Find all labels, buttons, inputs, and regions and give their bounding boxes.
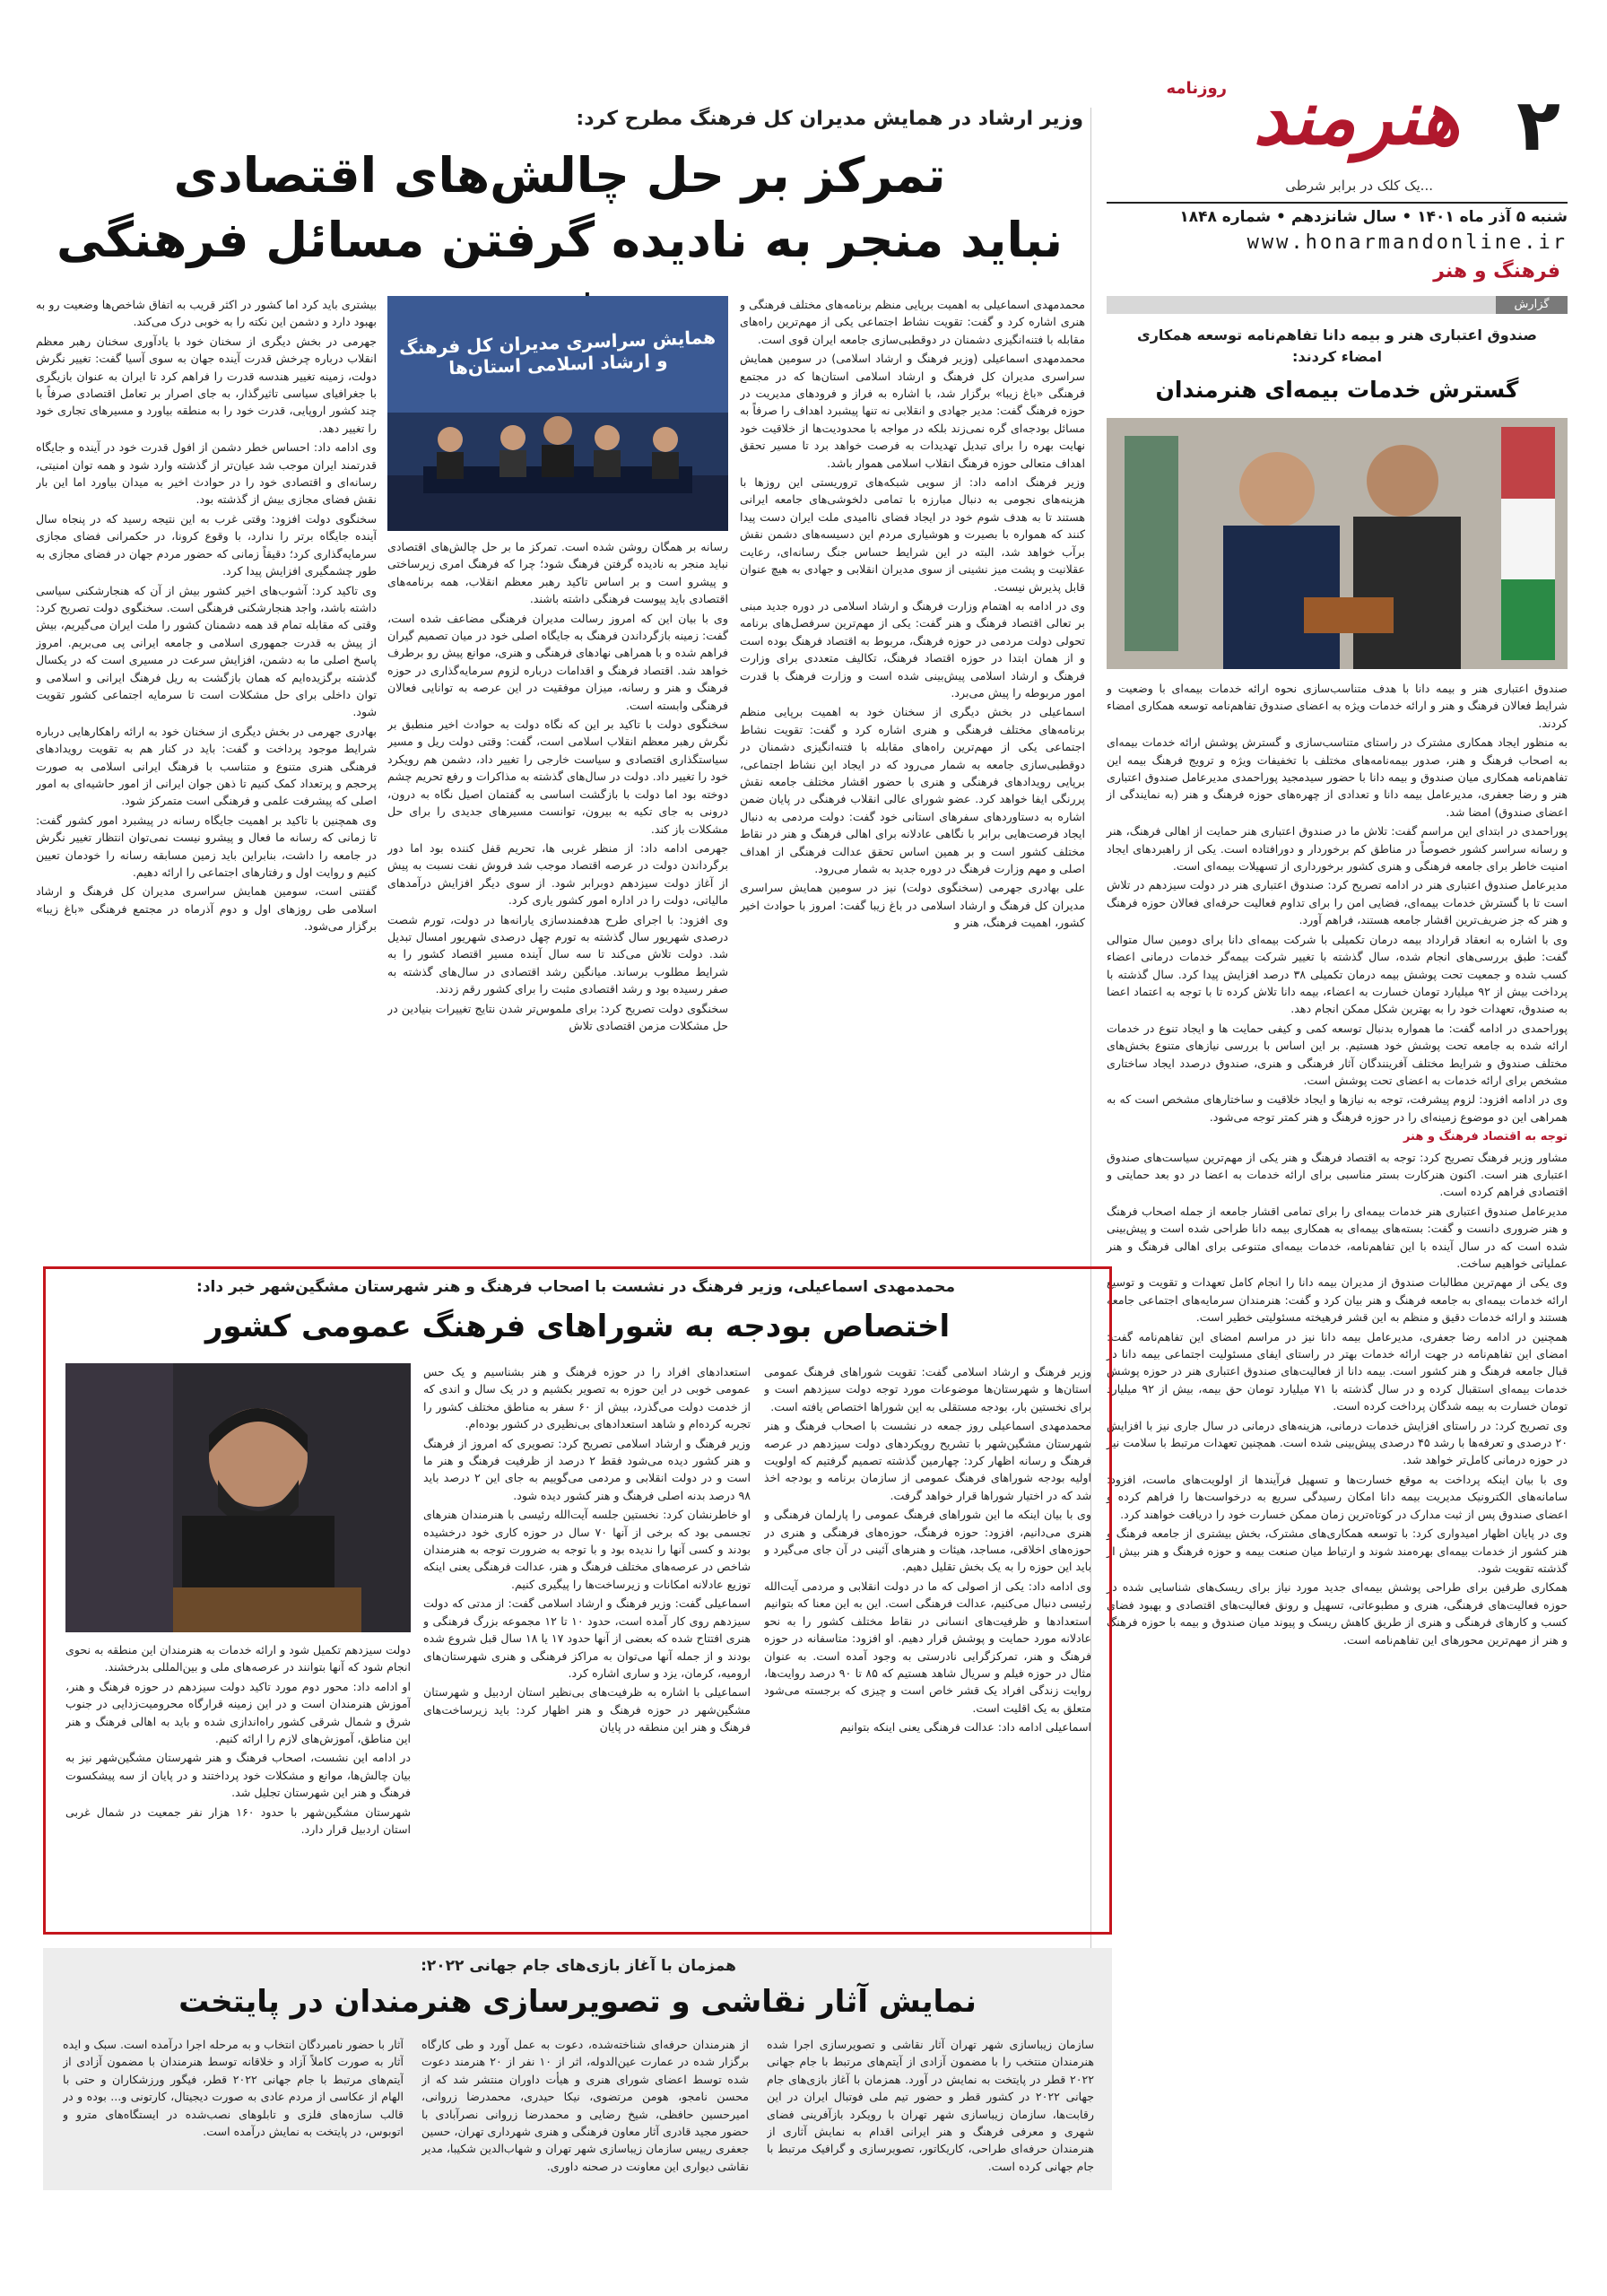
signing-ceremony-photo — [1107, 418, 1568, 669]
box-story — [43, 1266, 1112, 1935]
box-photo — [65, 1363, 411, 1632]
lead-paragraph: وی افزود: با اجرای طرح هدفمندسازی یارانه‌ها در دولت، تورم شصت درصدی شهریور سال گذشته به تورم چهل درصدی شهریور امسال تبدیل شد. دولت تلاش می‌کند تا سه سال آینده مسیر اقتصاد کشور را به شرایط مطلوب برساند. میانگین رشد اقتصادی در سال‌های گذشته به صفر رسیده بود و رشد اقتصادی مثبت را برای کشور رقم زدند. — [387, 912, 728, 996]
sidebar-paragraph: وی با بیان اینکه پرداخت به موقع خسارت‌ها و تسهیل فرآیندها از اولویت‌های ماست، افزود: سامانه‌های الکترونیک مدیریت بیمه دانا امکان رسیدگی سریع به درخواست‌ها را فراهم کرده و اعضای صندوق پس از ثبت مدارک در کوتاه‌ترین زمان ممکن خسارت خود را دریافت خواهند کرد. — [1107, 1472, 1568, 1521]
lead-column-3 — [36, 296, 377, 1247]
lead-paragraph: جهرمی در بخش دیگری از سخنان خود با یادآوری سخنان رهبر معظم انقلاب درباره چرخش قدرت آینده جهان به سوی آسیا گفت: تغییر نگرش دولت، زمینه تغییر هندسه قدرت را فراهم کرد تا ایران به عنوان بازیگری با جغرافیای سیاسی تاثیرگذار، به جای اصرار بر تعامل اقتصادی صرفاً با چند کشور اروپایی، قدرت خود را به منطقه بیاورد و مسیرهای تجاری خود را تغییر دهد. — [36, 334, 377, 435]
box-paragraph: دولت سیزدهم تکمیل شود و ارائه خدمات به هنرمندان این منطقه به نحوی انجام شود که آنها بتوانند در عرصه‌های ملی و بین‌المللی بدرخشند. — [65, 1643, 411, 1674]
box-paragraph: وزیر فرهنگ و ارشاد اسلامی تصریح کرد: تصویری که امروز از فرهنگ و هنر کشور دیده می‌شود فقط ۲ درصد از ظرفیت فرهنگ و هنر ما است و در دولت انقلابی و مردمی می‌گوییم به جای این ۲ درصد باید ۹۸ درصد بدنه اصلی فرهنگ و هنر کشور دیده شود. — [423, 1436, 751, 1502]
bottom-column-3: آثار با حضور نامبردگان انتخاب و به مرحله اجرا درآمده است. سبک و ایده آثار به صورت کاملاً آزاد و خلاقانه توسط هنرمندان با مضمون آزادی از آیتم‌های مرتبط با جام جهانی ۲۰۲۲ قطر، فیگور ورزشکاران و حتی با الهام از عکاسی از مردم عادی به صورت دیجیتال، کارتونی و... بوده و در قالب سازه‌های فلزی و تابلوهای نصب‌شده در ایستگاه‌های مترو و اتوبوس، در پایتخت به نمایش درآمده است. — [63, 2038, 404, 2139]
lead-kicker: وزیر ارشاد در همایش مدیران کل فرهنگ مطرح کرد: — [576, 108, 1083, 130]
sidebar-paragraph: وی یکی از مهم‌ترین مطالبات صندوق از مدیران بیمه دانا را انجام کامل تعهدات و تقویت و توسیع ارائه خدمات بیمه‌ای به جامعه فرهنگ و هنر بیان کرد و گفت: هنرمندان سرمایه‌های اجتماعی جامعه هستند و ارائه خدمات دقیق و منظم به این قشر فرهیخته مسئولیتی خطیر است. — [1107, 1275, 1568, 1325]
bottom-column-1: سازمان زیباسازی شهر تهران آثار نقاشی و تصویرسازی اجرا شده هنرمندان منتخب را با مضمون آزادی از آیتم‌های مرتبط با جام جهانی ۲۰۲۲ قطر در پایتخت به نمایش در آورد. همزمان با آغاز بازی‌های جام جهانی ۲۰۲۲ در کشور قطر و حضور تیم ملی فوتبال ایران در این رقابت‌ها، سازمان زیباسازی شهر تهران با رویکرد بازآفرینی فضای شهری و معرفی فرهنگ و هنر ایرانی اقدام به نمایش آثاری از هنرمندان حرفه‌ای طراحی، کاریکاتور، تصویرسازی و گرافیک مرتبط با جام جهانی کرده است. — [767, 2038, 1094, 2173]
box-paragraph: او خاطرنشان کرد: نخستین جلسه آیت‌الله رئیسی با هنرمندان هنرهای تجسمی بود که برخی از آنها ۷۰ سال در حوزه کاری خود درخشیده بودند و کسی آنها را ندیده بود و با توجه به ضرورت توجه به هنرمندان شاخص در عرصه‌های مختلف فرهنگ و هنر، عدالت فرهنگی یعنی اینکه توزیع عادلانه امکانات و زیرساخت‌ها را پیگیری کنیم. — [423, 1508, 751, 1591]
masthead — [1107, 72, 1568, 296]
sidebar-paragraph: مدیرعامل صندوق اعتباری هنر خدمات بیمه‌ای را برای تمامی اقشار جامعه از جمله اصحاب فرهنگ و هنر ضروری دانست و گفت: بسته‌های بیمه‌ای به همکاری بیمه دانا طراحی شده است و پیش‌بینی شده است که در سال آینده با این تفاهم‌نامه، خدمات بیمه‌ای متنوعی برای اهالی فرهنگ و هنر عملیاتی خواهیم ساخت. — [1107, 1204, 1568, 1270]
lead-paragraph: سخنگوی دولت با تاکید بر این که نگاه دولت به حوادث اخیر منطبق بر نگرش رهبر معظم انقلاب اسلامی است، گفت: وقتی دولت ریل و مسیر سیاستگذاری اقتصادی و سیاست خارجی را تغییر داد، دشمن هم رویکرد خود را تغییر داد. دولت در سال‌های گذشته به مذاکرات و رفع تحریم چشم دوخته بود اما دولت با بازگشت اساسی به گفتمان اصیل نگاه به درون، درونی به جای تکیه به بیرون، توانست مسیرهای جدیدی را برای حل مشکلات باز کند. — [387, 718, 728, 836]
lead-paragraph: محمدمهدی اسماعیلی به اهمیت برپایی منظم برنامه‌های مختلف فرهنگی و هنری اشاره کرد و گفت: تقویت نشاط اجتماعی یکی از مهم‌ترین راه‌های مقابله با فتنه‌انگیزی دشمنان در دوقطبی‌سازی جامعه ایران قوی است. — [740, 298, 1085, 346]
logo: هنرمند — [1253, 73, 1460, 161]
box-headline: اختصاص بودجه به شوراهای فرهنگ عمومی کشور — [204, 1309, 951, 1344]
sidebar-subhead: توجه به اقتصاد فرهنگ و هنر — [1403, 1130, 1568, 1144]
lead-photo — [387, 296, 728, 531]
lead-paragraph: گفتنی است، سومین همایش سراسری مدیران کل فرهنگ و ارشاد اسلامی طی روزهای اول و دوم آذرماه در مجتمع فرهنگی «باغ زیبا» برگزار می‌شود. — [36, 884, 377, 934]
lead-paragraph: سخنگوی دولت تصریح کرد: برای ملموس‌تر شدن نتایج تغییرات بنیادین در حل مشکلات مزمن اقتصادی تلاش — [387, 1001, 728, 1032]
box-column-2 — [423, 1363, 751, 1924]
lead-paragraph: وی در ادامه به اهتمام وزارت فرهنگ و ارشاد اسلامی در دوره جدید مبنی بر تعالی اقتصاد فرهنگ و هنر گفت: یکی از مهم‌ترین سرفصل‌های برنامه تحولی دولت مردمی در حوزه فرهنگ، مربوط به اقتصاد فرهنگ بوده است و از همان ابتدا در حوزه اقتصاد فرهنگ، تکالیف متعددی برای وزارت فرهنگ و ارشاد اسلامی پیش‌بینی شده است و وزارت فرهنگ با قدرت امور مربوطه را پیش می‌برد. — [740, 598, 1085, 700]
box-paragraph: اسماعیلی ادامه داد: عدالت فرهنگی یعنی اینکه بتوانیم — [839, 1720, 1091, 1735]
sidebar-paragraph: پوراحمدی در ادامه گفت: ما همواره بدنبال توسعه کمی و کیفی حمایت ها و ایجاد تنوع در خدمات ارائه شده به جامعه تحت پوشش خود هستیم. بر این اساس با بررسی نیازهای متنوع بخش‌های مختلف صندوق و شرایط مختلف آفرینندگان آثار فرهنگی و هنری، صندوق درصدد ایجاد ساختاری مشخص برای ارائه خدمات به اعضای تحت پوشش است. — [1107, 1021, 1568, 1087]
sidebar-body — [1107, 680, 1568, 1650]
box-paragraph: وی ادامه داد: یکی از اصولی که ما در دولت انقلابی و مردمی آیت‌الله رئیسی دنبال می‌کنیم، عدالت فرهنگی است. این به این معنا که بتوانیم استعدادها و ظرفیت‌های انسانی در نقاط مختلف کشور را به نحو عادلانه مورد حمایت و پوشش قرار دهیم. او افزود: متاسفانه در حوزه فرهنگ و هنر، تمرکزگرایی نادرستی به وجود آمده است. به عنوان مثال در حوزه فیلم و سریال شاهد هستیم که ۸۵ تا ۹۰ درصد روایت‌ها، روایت زندگی افراد یک قشر خاص است و چیزی که برجسته می‌شود متعلق به یک اقلیت است. — [764, 1578, 1091, 1715]
sidebar-paragraph: همکاری طرفین برای طراحی پوشش بیمه‌ای جدید مورد نیاز برای ریسک‌های شناسایی شده در حوزه فعالیت‌های فرهنگی، هنری و مطبوعاتی، تسهیل و رونق فعالیت‌های اقتصادی و بهبود فضای کسب و کار‌های فرهنگی و هنری از طریق کاهش ریسک و پیوند میان صندوق و بیمه با حوزه فرهنگ و هنر از مهم‌ترین محورهای این تفاهم‌نامه است. — [1107, 1580, 1568, 1647]
sidebar-paragraph: وی با اشاره به انعقاد قرارداد بیمه درمان تکمیلی با شرکت بیمه‌ای دانا برای دومین سال متوالی گفت: طبق بررسی‌های انجام شده، سال گذشته با تغییر شرکت بیمه‌گر خدمات درمانی اعضاء کسب شده و جمعیت تحت پوشش بیمه درمان تکمیلی ۳۸ درصد افزایش پیدا کرد. سال گذشته با پرداخت بیش از ۹۲ میلیارد تومان خسارت به اعضاء، بیمه دانا تلاش کرده تا با توجه به اعتماد اعضا به صندوق، تعهدات خود را به بهترین شکل ممکن انجام دهد. — [1107, 932, 1568, 1016]
sidebar-paragraph: صندوق اعتباری هنر و بیمه دانا با هدف متناسب‌سازی نحوه ارائه خدمات بیمه‌ای با وضعیت و شرایط فعالان فرهنگ و هنر و ارائه خدمات ویژه به اعضای صندوق تفاهم‌نامه توسعه همکاری امضاء کردند. — [1107, 682, 1568, 730]
report-tag: گزارش — [1496, 296, 1568, 314]
bottom-story — [43, 1948, 1112, 2190]
box-paragraph: اسماعیلی با اشاره به ظرفیت‌های بی‌نظیر استان اردبیل و شهرستان مشگین‌شهر در حوزه فرهنگ و هنر اظهار کرد: باید زیرساخت‌های فرهنگ و هنر این منطقه در پایان — [423, 1685, 751, 1735]
lead-paragraph: وی ادامه داد: احساس خطر دشمن از افول قدرت خود در آینده و جایگاه قدرتمند ایران موجب شد عیان‌تر از گذشته وارد شود و همه توان امنیتی، رسانه‌ای و اقتصادی خود را در حوادث اخیر به میدان بیاورد اما این بار نقش فضای مجازی بیش از گذشته بود. — [36, 440, 377, 507]
lead-headline-line2: نباید منجر به نادیده گرفتن مسائل فرهنگی — [56, 212, 1064, 268]
lead-paragraph: جهرمی ادامه داد: از منظر غربی ها، تحریم قفل کننده بود اما دور برگرداندن دولت در عرصه اقتصاد موجب شد فروش نفت نسبت به پیش از آغاز دولت سیزدهم دوبرابر شود. از سوی دیگر افزایش درآمدهای مالیاتی، دولت را در اداره امور کشور یاری کرد. — [387, 840, 728, 908]
sidebar-paragraph: وی تصریح کرد: در راستای افزایش خدمات درمانی، هزینه‌های درمانی در سال جاری نیز با افزایش ۲۰ درصدی و تعرفه‌ها با رشد ۴۵ درصدی پیش‌بینی شده است. همچنین تعهدات مرتبط با سلامت نیز در حوزه درمانی کامل‌تر خواهد شد. — [1107, 1418, 1568, 1467]
box-paragraph: وی با بیان اینکه ما این شوراهای فرهنگ عمومی را پارلمان فرهنگی و هنری می‌دانیم، افزود: حوزه فرهنگ، حوزه‌های فرهنگی و هنری در حوزه‌های اخلاقی، مساجد، هیئات و هنرهای آئینی در آن جای می‌گیرد و باید این حوزه را به یک بخش تقلیل دهیم. — [764, 1508, 1091, 1574]
lead-paragraph: رسانه بر همگان روشن شده است. تمرکز ما بر حل چالش‌های اقتصادی نباید منجر به نادیده گرفتن فرهنگ شود؛ چرا که فرهنگ امری زیرساختی و پیشرو است و بر اساس تاکید رهبر معظم انقلاب، همه برنامه‌های اقتصادی باید پیوست فرهنگی داشته باشند. — [387, 540, 728, 606]
box-paragraph: او ادامه داد: محور دوم مورد تاکید دولت سیزدهم در حوزه فرهنگ و هنر، آموزش هنرمندان است و در این زمینه قرارگاه محرومیت‌زدایی در جنوب شرق و شمال شرقی کشور راه‌اندازی شده و باید به اهالی فرهنگ و هنر این مناطق، آموزش‌های لازم را ارائه کنیم. — [65, 1679, 411, 1746]
lead-header — [36, 108, 1083, 323]
box-paragraph: شهرستان مشگین‌شهر با حدود ۱۶۰ هزار نفر جمعیت در شمال غربی استان اردبیل قرار دارد. — [65, 1805, 411, 1837]
sidebar-paragraph: وی در ادامه افزود: لزوم پیشرفت، توجه به نیاز‌ها و ایجاد خلاقیت و ساختارهای مشخص است که به همراهی این دو موضوع زمینه‌ای را در حوزه فرهنگ و هنر کمتر توجه می‌شود. — [1107, 1092, 1568, 1124]
lead-paragraph: وزیر فرهنگ ادامه داد: از سویی شبکه‌های تروریستی این روزها با هزینه‌های نجومی به دنبال مبارزه با تمامی دلخوشی‌های جامعه ایرانی هستند تا به هدف شوم خود در ایجاد فضای ناامیدی ملت ایران دست پیدا کنند که همواره با بصیرت و هوشیاری مردم این دسیسه‌های دشمن نقش برآب خواهد شد، البته در این شرایط حساس جنگ رسانه‌ای، رعایت عقلانیت و پشت میز نشینی از سوی مدیران انقلابی و جهادی به هیچ عنوان قابل پذیرش نیست. — [740, 475, 1085, 594]
bottom-column-2: از هنرمندان حرفه‌ای شناخته‌شده، دعوت به عمل آورد و طی کارگاه برگزار شده در عمارت عین‌الدوله، اثر از ۱۰ نفر از ۲۰ هنرمند دعوت شده توسط اعضای شورای هنری و هیأت داوران منتشر شد که از محسن نامجو، هومن مرتضوی، نیکا حیدری، محمدرضا زروانی، امیرحسین حافظی، شیخ رضایی و محمدرضا زروانی نصرآبادی با حضور مجید قادری آثار معاون فرهنگی و هنری شهرداری تهران، حسین جعفری رییس سازمان زیباسازی شهر تهران و شهاب‌الدین شکیبا، مدیر نقاشی دیواری این معاونت در صحنه داوری. — [421, 2038, 749, 2173]
sidebar-headline: گسترش خدمات بیمه‌ای هنرمندان — [1155, 377, 1519, 403]
lead-paragraph: وی با بیان این که امروز رسالت مدیران فرهنگی مضاعف شده است، گفت: زمینه بازگرداندن فرهنگ به جایگاه اصلی خود در میان تصمیم گیران فراهم شده و با همراهی نهادهای فرهنگی و هنری، موانع پیش رو برطرف خواهد شد. اقتصاد فرهنگ و اقدامات درباره لزوم سرمایه‌گذاری در حوزه فرهنگ و هنر و رسانه، میزان موفقیت در این عرصه به توانایی فعالان فرهنگی وابسته است. — [387, 611, 728, 712]
box-column-3 — [65, 1641, 411, 1924]
photo-banner-text: همایش سراسری مدیران کل فرهنگ و ارشاد اسلامی استان‌ها — [398, 326, 717, 379]
lead-column-2 — [387, 538, 728, 1247]
box-paragraph: محمدمهدی اسماعیلی روز جمعه در نشست با اصحاب فرهنگ و هنر شهرستان مشگین‌شهر با تشریح رویکردهای دولت سیزدهم در عرصه فرهنگ و رسانه اظهار کرد: چهارمین گذشته تصمیم گرفتیم که اولویت اولیه بودجه شوراهای فرهنگ عمومی از سازمان برنامه و بودجه اخذ شد که در اختیار شوراها قرار خواهد گرفت. — [764, 1419, 1091, 1502]
lead-paragraph: وی همچنین با تاکید بر اهمیت جایگاه رسانه در پیشبرد امور کشور گفت: تا زمانی که رسانه ما فعال و پیشرو نیست نمی‌توان انتظار تغییر نگرش در جامعه را داشت، بنابراین باید زمین مسابقه رسانه را خودمان تعیین کنیم و روایت اول و رفتارهای اجتماعی را ارائه دهیم. — [36, 813, 377, 879]
box-column-1 — [764, 1363, 1091, 1924]
lead-paragraph: وی تاکید کرد: آشوب‌های اخیر کشور بیش از آن که هنجارشکنی سیاسی داشته باشد، واجد هنجارشکنی فرهنگی است. سخنگوی دولت تصریح کرد: وقتی که مقابله تمام قد همه دشمنان کشور را ملت ایران می‌گیریم، بیش از پیش به قدرت جمهوری اسلامی و جامعه ایرانی پی می‌بریم. امروز پاسخ اصلی ما به دشمن، افزایش سرعت در مسیری است که در یکسال گذشته برگزیده‌ایم که همان بازگشت به ریل فرهنگ ایرانی و اسلامی و توان داخلی برای حل مشکلات است تا سرمایه اجتماعی کشور تقویت شود. — [36, 583, 377, 719]
logo-small-text: روزنامه — [1166, 79, 1227, 98]
lead-column-1 — [740, 296, 1085, 1247]
box-paragraph: اسماعیلی گفت: وزیر فرهنگ و ارشاد اسلامی گفت: از مدتی که دولت سیزدهم روی کار آمده است، حدود ۱۰ تا ۱۲ مجموعه بزرگ فرهنگی و هنری افتتاح شده که بعضی از آنها حدود ۱۷ یا ۱۸ سال قبل شروع شده بودند و از جمله آنها می‌توان به مراکز فرهنگی و هنری شهرستان‌های ارومیه، کرمان، یزد و ساری اشاره کرد. — [423, 1596, 751, 1680]
sidebar-photo — [1107, 418, 1568, 669]
masthead-rule — [1107, 202, 1568, 204]
sidebar-paragraph: وی در پایان اظهار امیدواری کرد: با توسعه همکاری‌های مشترک، بخش بیشتری از جامعه فرهنگ و هنر کشور از خدمات بیمه‌ای بهره‌مند شوند و ارتباط میان صنعت بیمه و حوزه فرهنگ و هنر بیش از گذشته تقویت شود. — [1107, 1526, 1568, 1575]
sidebar-paragraph: مشاور وزیر فرهنگ تصریح کرد: توجه به اقتصاد فرهنگ و هنر یکی از مهم‌ترین سیاست‌های صندوق اعتباری هنر است. اکنون هنرکارت بستر مناسبی برای ارائه خدمات به اعضا در دو بعد حمایتی و اقتصادی فراهم کرده است. — [1107, 1150, 1568, 1199]
lead-paragraph: علی بهادری جهرمی (سخنگوی دولت) نیز در سومین همایش سراسری مدیران کل فرهنگ و ارشاد اسلامی در باغ زیبا گفت: امروز با حوادث اخیر کشور، اهمیت فرهنگ، هنر و — [740, 881, 1085, 930]
box-paragraph: استعدادهای افراد را در حوزه فرهنگ و هنر بشناسیم و یک حس عمومی خوبی در این حوزه به تصویر بکشیم و در یک سال و اندی که از خدمت دولت می‌گذرد، بیش از ۶۰ سفر به مناطق مختلف کشور را تجربه کرده‌ام و شاهد استعدادهای بی‌نظیری در کشور بوده‌ام. — [423, 1365, 751, 1431]
lead-headline-line1: تمرکز بر حل چالش‌های اقتصادی — [173, 147, 946, 204]
lead-paragraph: سخنگوی دولت افزود: وقتی غرب به این نتیجه رسید که در پنجاه سال آینده جایگاه برتر را ندارد، با وقوع کرونا، در حکمرانی فضای مجازی سرمایه‌گذاری کرد؛ دقیقاً زمانی که حضور مردم جهان در فضای مجازی به طور چشمگیری افزایش پیدا کرد. — [36, 511, 377, 578]
sidebar-report — [1107, 296, 1568, 2202]
logo-tagline: ...یک کلک در برابر شرطی — [1285, 178, 1433, 194]
box-kicker: محمدمهدی اسماعیلی، وزیر فرهنگ در نشست با اصحاب فرهنگ و هنر شهرستان مشگین‌شهر خبر داد: — [196, 1278, 955, 1296]
minister-portrait-photo — [65, 1363, 411, 1632]
sidebar-paragraph: پوراحمدی در ابتدای این مراسم گفت: تلاش ما در صندوق اعتباری هنر حمایت از اهالی فرهنگ، هنر و رسانه سراسر کشور خصوصاً در مناطق کم برخوردار و دورافتاده است. یکی از راهبردهای ایجاد امنیت خاطر برای جامعه فرهنگی و هنری کشور برخورداری از تسهیلات بیمه‌ای است. — [1107, 824, 1568, 874]
bottom-headline: نمایش آثار نقاشی و تصویرسازی هنرمندان در پایتخت — [178, 1984, 977, 2020]
date-line: شنبه ۵ آذر ماه ۱۴۰۱ • سال شانزدهم • شماره ۱۸۴۸ — [1179, 208, 1568, 226]
website-link[interactable]: www.honarmandonline.ir — [1247, 231, 1568, 254]
lead-paragraph: بیشتری باید کرد اما کشور در اکثر قریب به اتفاق شاخص‌ها وضعیت رو به بهبود دارد و دشمن این نکته را به خوبی درک می‌کند. — [36, 298, 377, 329]
sidebar-paragraph: همچنین در ادامه رضا جعفری، مدیرعامل بیمه دانا نیز در مراسم امضای این تفاهم‌نامه گفت: امضای این تفاهم‌نامه در جهت ارائه خدمات بهتر در راستای ایفای مسئولیت اجتماعی بیمه دانا در قبال جامعه فرهنگ و هنر کشور است. بیمه دانا از فعالیت‌های صندوق اعتباری هنر در حوزه پوشش خدمات بیمه‌ای استقبال کرده و در سال گذشته با ۷۱ میلیارد تومان حق بیمه، بیش از ۹۲ میلیارد تومان خسارت به بیمه شدگان پرداخت کرده است. — [1107, 1329, 1568, 1413]
sidebar-kicker: صندوق اعتباری هنر و بیمه دانا تفاهم‌نامه توسعه همکاری امضاء کردند: — [1137, 326, 1537, 365]
sidebar-paragraph: مدیرعامل صندوق اعتباری هنر در ادامه تصریح کرد: صندوق اعتباری هنر در دولت سیزدهم در تلاش است تا با گسترش خدمات بیمه‌ای، فضایی امن را برای تداوم فعالیت حرفه‌ای فعالان حوزه فرهنگ و هنر که جز ضریف‌ترین اقشار جامعه هستند، فراهم آورد. — [1107, 878, 1568, 927]
box-paragraph: وزیر فرهنگ و ارشاد اسلامی گفت: تقویت شوراهای فرهنگ عمومی استان‌ها و شهرستان‌ها موضوعات مورد توجه دولت سیزدهم است و برای نخستین بار، بودجه مستقلی به این شوراها اختصاص یافته است. — [764, 1365, 1091, 1413]
page-number: ۲ — [1516, 83, 1560, 167]
box-paragraph: در ادامه این نشست، اصحاب فرهنگ و هنر شهرستان مشگین‌شهر نیز به بیان چالش‌ها، موانع و مشکلات خود پرداختند و در پایان از سه پیشکسوت فرهنگ و هنر این شهرستان تجلیل شد. — [65, 1751, 411, 1800]
sidebar-paragraph: به منظور ایجاد همکاری مشترک در راستای متناسب‌سازی و گسترش پوشش ارائه خدمات بیمه‌ای به اصحاب فرهنگ و هنر، صدور بیمه‌نامه‌های مختلف با تخفیفات ویژه و ترویج فرهنگ بیمه این تفاهم‌نامه همکاری میان صندوق و بیمه دانا با حضور سیدمجید پوراحمدی مدیرعامل صندوق اعتباری هنر و رضا جعفری، مدیرعامل بیمه دانا و تعدادی از چهره‌های حوزه فرهنگ و هنر (به نمایندگی از اعضای صندوق) امضا شد. — [1107, 735, 1568, 819]
bottom-kicker: همزمان با آغاز بازی‌های جام جهانی ۲۰۲۲: — [421, 1957, 736, 1975]
section-label: فرهنگ و هنر — [1433, 260, 1560, 283]
lead-paragraph: اسماعیلی در بخش دیگری از سخنان خود به اهمیت برپایی منظم برنامه‌های مختلف فرهنگی و هنری اشاره کرد و گفت: تقویت نشاط اجتماعی یکی از مهم‌ترین راه‌های مقابله با فتنه‌انگیزی دشمنان در دوقطبی‌سازی جامعه به شمار می‌رود که در ایجاد این نشاط اجتماعی، برپایی رویدادهای فرهنگی و هنری با حضور اقشار مختلف جامعه نقش پررنگی ایفا خواهد کرد. عضو شورای عالی انقلاب فرهنگی در پایان ضمن اشاره به دستاوردهای سفرهای استانی خود گفت: دولت مردمی به دنبال ایجاد فرصت‌هایی برابر با نگاهی عادلانه برای اهالی فرهنگ و هنر در نقاط مختلف کشور است و بر همین اساس تحقق عدالت فرهنگی از اهداف اصلی و مهم وزارت فرهنگ در دوره جدید به شمار می‌رود. — [740, 705, 1085, 875]
lead-paragraph: بهادری جهرمی در بخش دیگری از سخنان خود به ارائه راهکارهایی درباره شرایط موجود پرداخت و گفت: باید در کنار هم به تقویت رویدادهای فرهنگی هنری متنوع و متناسب با فرهنگ ایرانی اسلامی به صورت پرحجم و پرتعداد کمک کنیم تا ذهن جوان ایرانی از امور حاشیه‌ای به امور اصلی که پیشرفت علمی و فرهنگی است متمرکز شود. — [36, 724, 377, 808]
lead-paragraph: محمدمهدی اسماعیلی (وزیر فرهنگ و ارشاد اسلامی) در سومین همایش سراسری مدیران کل فرهنگ و ارشاد اسلامی استان‌ها که در مجتمع فرهنگی «باغ زیبا» برگزار شد، با اشاره به فراز و فرودهای مدیریت در حوزه فرهنگ گفت: مدیر جهادی و انقلابی نه تنها پیشبرد اهداف را صرفاً به مسائل بودجه‌ای گره نمی‌زند بلکه در مواجه با محدودیت‌ها از خلاقیت خود نهایت بهره را برای تبدیل تهدیدات به فرصت خواهد برد تا مسیر تحقق اهداف متعالی حوزه فرهنگ انقلاب اسلامی هموار باشد. — [740, 352, 1085, 470]
